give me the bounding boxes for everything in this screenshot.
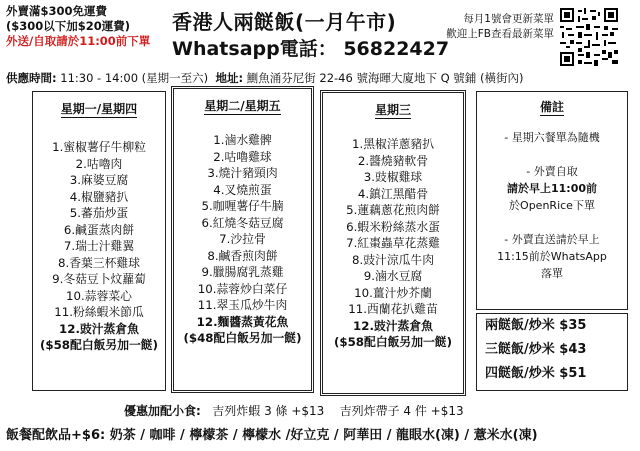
notes-heading: 備註 <box>539 100 564 114</box>
list-item: 2.醬燒豬軟骨 <box>357 153 429 168</box>
column-heading: 星期一/星期四 <box>60 102 138 116</box>
menu-column-wed <box>320 90 466 396</box>
list-item: 11.翠玉瓜炒牛肉 <box>197 298 288 312</box>
qr-code-icon <box>560 8 618 66</box>
list-item: 7.紅棗蟲草花蒸雞 <box>346 236 440 250</box>
list-item: 11.粉絲蝦米節瓜 <box>54 305 144 319</box>
list-item: 8.豉汁涼瓜牛肉 <box>351 252 435 267</box>
list-item: 8.鹹香煎肉餅 <box>207 248 278 263</box>
list-item: 2.咕嚕雞球 <box>213 149 272 164</box>
list-item: 10.薑汁炒芥蘭 <box>354 285 432 300</box>
list-item: 5.咖喱薯仔牛腩 <box>201 199 284 213</box>
list-item: 2.咕嚕肉 <box>75 156 123 171</box>
list-item: 9.滷水豆腐 <box>363 269 423 283</box>
price-row <box>477 314 627 338</box>
list-item: 10.蒜蓉炒白菜仔 <box>197 281 288 296</box>
notice-line-1: 每月1號會更新菜單 <box>463 13 554 25</box>
price-value: $51 <box>559 366 587 381</box>
list-item: 1.黑椒洋蔥豬扒 <box>351 137 435 151</box>
special-dish: 12.豉汁蒸倉魚 <box>353 318 433 333</box>
list-item: 1.蜜椒薯仔牛柳粒 <box>52 140 146 154</box>
list-item: 4.叉燒煎蛋 <box>213 182 272 197</box>
notes-line: 於OpenRice下單 <box>509 199 595 212</box>
list-item: 5.蓮藕蔥花煎肉餅 <box>346 203 440 217</box>
notes-lines <box>477 129 627 282</box>
price-label: 三餸飯/炒米 <box>485 342 555 357</box>
column-heading: 星期三 <box>374 103 411 117</box>
extra-dish-note: ($48配白飯另加一餸) <box>183 331 302 345</box>
list-item: 9.冬菇豆卜炆蘿蔔 <box>52 272 146 286</box>
list-item: 6.紅燒冬菇豆腐 <box>201 215 284 230</box>
price-row <box>477 362 627 386</box>
menu-update-notice <box>436 12 554 42</box>
list-item: 3.麻婆豆腐 <box>69 173 129 187</box>
drinks-label: 飯餐配飲品+$6: <box>6 428 106 443</box>
price-label: 兩餸飯/炒米 <box>485 318 555 333</box>
drinks-line <box>6 424 538 443</box>
extra-dish-note: ($58配白飯另加一餸) <box>40 338 158 352</box>
hours-time: 11:30 - 14:00 (星期一至六) <box>60 71 209 85</box>
list-item: 8.香葉三杯雞球 <box>57 255 141 270</box>
whatsapp-phone: Whatsapp電話： 56822427 <box>172 38 450 60</box>
list-item: 3.燒汁豬頸肉 <box>207 166 278 180</box>
special-dish: 12.豉汁蒸倉魚 <box>59 321 139 336</box>
list-item: 3.豉椒雞球 <box>363 170 423 184</box>
notes-line: - 星期六餐單為隨機 <box>504 131 600 144</box>
list-item: 6.蝦米粉絲蒸水蛋 <box>346 219 440 234</box>
menu-column-mon-thu <box>32 91 166 391</box>
dish-list <box>323 136 463 351</box>
special-dish: 12.麵醬蒸黃花魚 <box>196 314 289 329</box>
notes-line <box>477 214 627 231</box>
delivery-free-line: 外賣滿$300免運費 <box>6 4 108 18</box>
notes-line <box>477 146 627 163</box>
list-item: 5.蕃茄炒蛋 <box>69 206 129 220</box>
notes-line: 請於早上11:00前 <box>506 182 597 195</box>
notes-line: 11:15前於WhatsApp <box>497 250 607 263</box>
notice-line-2: 歡迎上FB查看最新菜單 <box>446 28 554 40</box>
hours-label: 供應時間: <box>6 71 57 85</box>
column-heading: 星期二/星期五 <box>204 99 281 113</box>
addon-item-shrimp: 吉列炸蝦 3 條 +$13 <box>212 404 325 418</box>
menu-column-tue-fri <box>171 86 314 393</box>
notes-line: 落單 <box>541 267 563 280</box>
delivery-fee-line: ($300以下加$20運費) <box>6 19 131 33</box>
addon-item-scallop: 吉列炸帶子 4 件 +$13 <box>339 404 464 418</box>
page-title: 香港人兩餸飯(一月午市) <box>172 10 397 34</box>
price-value: $43 <box>559 342 587 357</box>
hours-address-line <box>6 70 523 86</box>
address-text: 鰂魚涌芬尼街 22-46 號海暉大廈地下 Q 號鋪 (橫街內) <box>246 71 524 85</box>
notes-box <box>476 91 628 310</box>
drinks-list: 奶茶 / 咖啡 / 檸檬茶 / 檸檬水 /好立克 / 阿華田 / 龍眼水(凍) / 薏米水(凍) <box>109 428 538 443</box>
list-item: 11.西蘭花扒雞苗 <box>348 302 438 316</box>
address-label: 地址: <box>215 71 244 85</box>
dish-list <box>33 139 165 354</box>
dish-list <box>174 132 311 347</box>
price-value: $35 <box>559 318 587 333</box>
list-item: 6.鹹蛋蒸肉餅 <box>63 222 135 237</box>
list-item: 4.鎮江黑醋骨 <box>357 186 429 201</box>
extra-dish-note: ($58配白飯另加一餸) <box>334 335 452 349</box>
price-label: 四餸飯/炒米 <box>485 366 555 381</box>
addon-line <box>124 402 464 419</box>
addon-label: 優惠加配小食: <box>124 404 201 418</box>
notes-line: - 外賣直送請於早上 <box>504 233 600 246</box>
list-item: 10.蒜蓉菜心 <box>66 288 132 303</box>
list-item: 4.椒鹽豬扒 <box>69 189 129 204</box>
list-item: 7.瑞士汁雞翼 <box>63 239 135 253</box>
list-item: 9.臘腸腐乳蒸雞 <box>201 265 284 279</box>
delivery-info <box>6 4 150 49</box>
list-item: 7.沙拉骨 <box>219 232 266 246</box>
price-box <box>476 313 628 391</box>
list-item: 1.滷水雞髀 <box>213 133 272 147</box>
notes-line: - 外賣自取 <box>526 165 578 178</box>
order-deadline-line: 外送/自取請於11:00前下單 <box>6 34 151 48</box>
price-row <box>477 338 627 362</box>
